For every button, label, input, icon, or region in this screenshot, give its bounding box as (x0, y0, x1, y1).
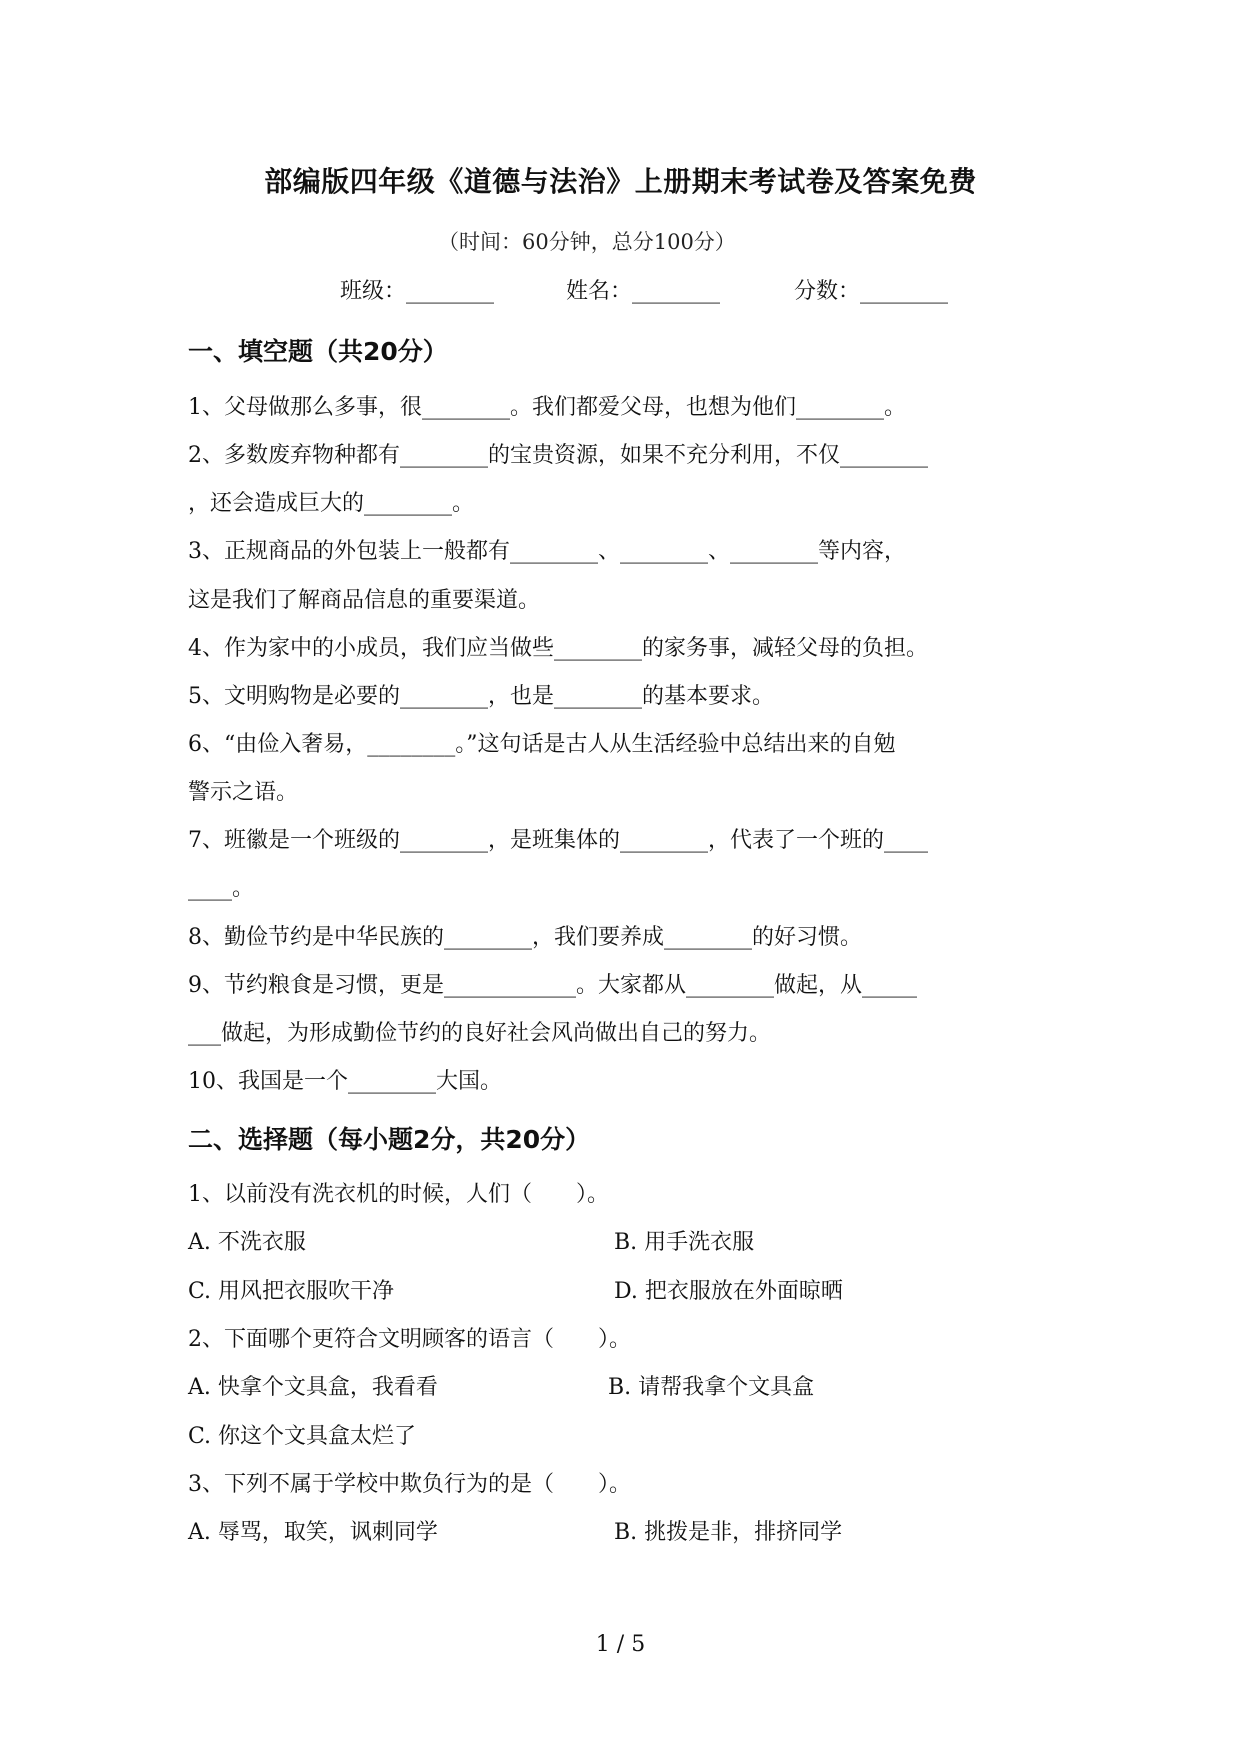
section-choice-heading: 二、选择题（每小题2分，共20分） (188, 1125, 591, 1154)
page-number: 1 / 5 (595, 1632, 646, 1657)
q3-option-a: A. 辱骂，取笑，讽刺同学 (188, 1520, 438, 1545)
score-field: 分数：________ (794, 279, 949, 304)
choice-question-2: 2、下面哪个更符合文明顾客的语言（ ）。 (188, 1327, 631, 1352)
name-field: 姓名：________ (566, 279, 721, 304)
q1-option-b: B. 用手洗衣服 (614, 1230, 755, 1255)
fill-question-line: 8、勤俭节约是中华民族的________，我们要养成________的好习惯。 (188, 925, 862, 950)
section-fill-in-heading: 一、填空题（共20分） (188, 337, 448, 366)
document-title: 部编版四年级《道德与法治》上册期末考试卷及答案免费 (264, 165, 977, 198)
choice-question-3: 3、下列不属于学校中欺负行为的是（ ）。 (188, 1472, 631, 1497)
q2-option-b: B. 请帮我拿个文具盒 (608, 1375, 815, 1400)
fill-question-line: 5、文明购物是必要的________，也是________的基本要求。 (188, 684, 774, 709)
fill-question-line: ，还会造成巨大的________。 (188, 491, 475, 516)
q1-option-c: C. 用风把衣服吹干净 (188, 1279, 395, 1304)
q1-option-a: A. 不洗衣服 (188, 1230, 306, 1255)
q2-option-a: A. 快拿个文具盒，我看看 (188, 1375, 438, 1400)
fill-question-line: 10、我国是一个________大国。 (188, 1069, 502, 1094)
fill-question-line: 6、“由俭入奢易，________。”这句话是古人从生活经验中总结出来的自勉 (188, 732, 896, 757)
exam-time-note: （时间：60分钟，总分100分） (438, 230, 736, 254)
q1-option-d: D. 把衣服放在外面晾晒 (614, 1279, 843, 1304)
fill-question-line: ___做起，为形成勤俭节约的良好社会风尚做出自己的努力。 (188, 1021, 772, 1046)
fill-question-line: 3、正规商品的外包装上一般都有________、________、________等内容， (188, 539, 906, 564)
fill-question-line: 9、节约粮食是习惯，更是____________。大家都从________做起，从_____ (188, 973, 917, 998)
fill-question-line: 4、作为家中的小成员，我们应当做些________的家务事，减轻父母的负担。 (188, 636, 928, 661)
choice-question-1: 1、以前没有洗衣机的时候，人们（ ）。 (188, 1182, 609, 1207)
q3-option-b: B. 挑拨是非，排挤同学 (614, 1520, 843, 1545)
fill-question-line: 这是我们了解商品信息的重要渠道。 (188, 588, 541, 613)
fill-question-line: ____。 (188, 876, 255, 901)
class-field: 班级：________ (340, 279, 495, 304)
fill-question-line: 1、父母做那么多事，很________。我们都爱父母，也想为他们________。 (188, 395, 906, 420)
fill-question-line: 警示之语。 (188, 780, 299, 805)
fill-question-line: 2、多数废弃物种都有________的宝贵资源，如果不充分利用，不仅________ (188, 443, 928, 468)
fill-question-line: 7、班徽是一个班级的________，是班集体的________，代表了一个班的____ (188, 828, 928, 853)
q2-option-c: C. 你这个文具盒太烂了 (188, 1424, 417, 1449)
